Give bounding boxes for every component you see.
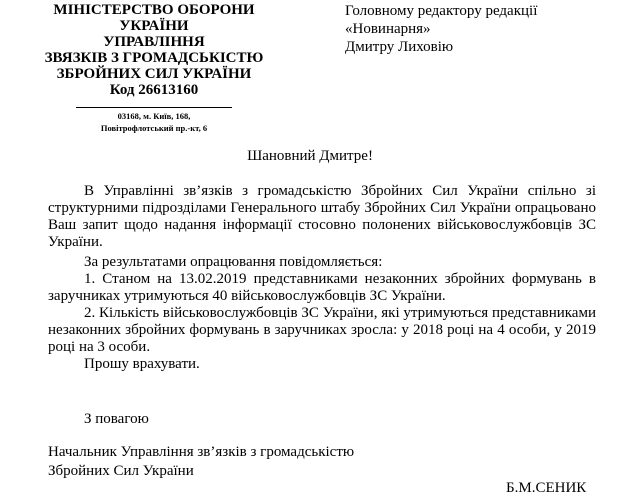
sender-header [38, 2, 270, 98]
sender-line-ministry: МІНІСТЕРСТВО ОБОРОНИ [53, 2, 255, 18]
sender-code: Код 26613160 [109, 82, 199, 98]
body-paragraph-1: В Управлінні зв’язків з громадськістю Збройних Сил України спільно зі структурними підрозділами Генерального штабу Збройних Сил України опрацьовано Ваш запит щодо надання інформації стосовно полонених військовослужбовців ЗС України. [48, 183, 596, 250]
letter-body [48, 183, 596, 373]
closing-phrase: З повагою [84, 411, 149, 427]
signer-title-line-2: Збройних Сил України [48, 463, 194, 479]
body-item-1: 1. Станом на 13.02.2019 представниками незаконних збройних формувань в заручниках утримуються 40 військовослужбовців ЗС України. [48, 271, 596, 304]
recipient-line-1: Головному редактору редакції [345, 3, 538, 19]
sender-divider [76, 107, 232, 108]
sender-line-relations: ЗВЯЗКІВ З ГРОМАДСЬКІСТЮ [44, 50, 264, 66]
greeting: Шановний Дмитре! [247, 148, 373, 164]
sender-line-department: УПРАВЛІННЯ [103, 34, 205, 50]
sender-address-line-2: Повітрофлотський пр.-кт, 6 [100, 123, 208, 133]
recipient-line-3: Дмитру Лиховію [345, 39, 454, 55]
sender-line-armed-forces: ЗБРОЙНИХ СИЛ УКРАЇНИ [56, 66, 252, 82]
sender-address-line-1: 03168, м. Київ, 168, [117, 111, 191, 121]
signer-title [48, 443, 354, 481]
recipient-block [345, 2, 537, 56]
body-request: Прошу врахувати. [84, 356, 200, 372]
recipient-line-2: «Новинарня» [345, 21, 431, 37]
sender-address [76, 110, 232, 134]
body-item-2: 2. Кількість військовослужбовців ЗС України, які утримуються представниками незаконних збройних формувань в заручниках зросла: у 2018 році на 4 особи, у 2019 році на 3 особи. [48, 305, 596, 355]
sender-line-country: УКРАЇНИ [119, 18, 189, 34]
signer-name: Б.М.СЕНИК [506, 480, 587, 496]
signer-title-line-1: Начальник Управління зв’язків з громадськістю [48, 444, 355, 460]
body-paragraph-2: За результатами опрацювання повідомляється: [84, 254, 383, 270]
